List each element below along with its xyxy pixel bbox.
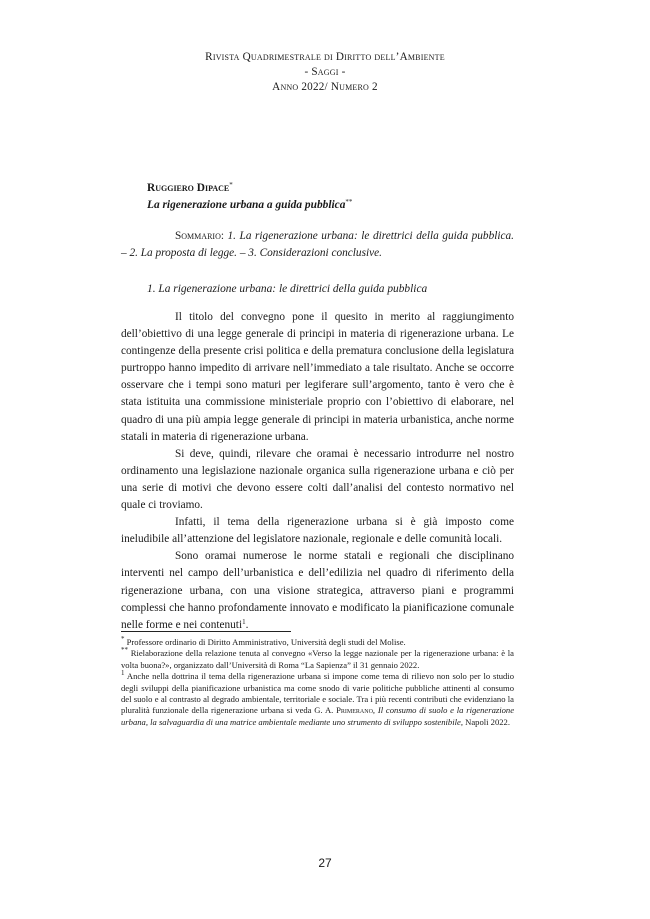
footnote-mark: 1 [121,669,125,678]
footnote-mark: * [121,635,125,643]
title-footnote-mark[interactable]: ** [345,198,353,206]
cited-work: Il consumo di suolo e la rigenerazione urbana, la salvaguardia di una matrice ambientale mediante uno strumento di sviluppo sostenibile [121,705,515,727]
paragraph: Il titolo del convegno pone il quesito in merito al raggiungimento dell’obiettivo di una legge generale di principi in materia di rigenerazione urbana. Le contingenze della presente crisi politica e della prematura conclusione della legislatura purtroppo hanno impedito di arrivare nell’immediato a tale risultato. Anche se occorre osservare che i tempi sono maturi per legiferare sull’argomento, tanto è vero che è stata istituita una commissione ministeriale proprio con l’obiettivo di elaborare, nel quadro di una più ampia legge generale di principi in materia urbanistica, anche norme statali in materia di rigenerazione urbana. [121,311,514,443]
footnote-separator [121,631,291,632]
running-header [0,50,650,95]
cited-author: Primerano [336,705,373,716]
summary [121,228,514,262]
author-line [147,180,352,197]
journal-section: - Saggi - [304,66,346,78]
footnote-text: Anche nella dottrina il tema della rigenerazione urbana si impone come tema di rilievo non solo per lo studio degli sviluppi della pianificazione urbanistica ma come snodo di varie politiche pubbliche attinenti al consumo del suolo e al contrasto al degrado ambientale, territoriale e sociale. Tra i più recenti contributi che evidenziano la pluralità funzionale della rigenerazione urbana si veda G. A. [121,671,514,716]
author-footnote-mark[interactable]: * [229,181,233,189]
footnote: $^1$ Anche nella dottrina il tema della rigenerazione urbana si impone come tema di rilievo non solo per lo studio degli sviluppi della pianificazione urbanistica ma come snodo di varie politiche pubbliche attinenti al consumo del suolo e al contrasto al degrado ambientale, territoriale e sociale. Tra i più recenti contributi che evidenziano la pluralità funzionale della rigenerazione urbana si veda G. A. Primerano, Il consumo di suolo e la rigenerazione urbana, la salvaguardia di una matrice ambientale mediante uno strumento di sviluppo sostenibile, Napoli 2022. [121,669,515,727]
journal-title: Rivista Quadrimestrale di Diritto dell’Ambiente [205,51,445,63]
footnote [121,648,514,671]
paragraph-text: Sono oramai numerose le norme statali e regionali che disciplinano interventi nel campo dell’urbanistica e dell’edilizia nel quadro di riferimento della rigenerazione urbana, con una visione strategica, attraverso piani e programmi complessi che hanno profondamente innovato e modificato la pianificazione comunale nelle forme e nei contenuti [121,550,514,631]
footnote-text: Professore ordinario di Diritto Amministrativo, Università degli studi del Molise. [126,637,406,647]
body-text [121,309,514,634]
section-heading: 1. La rigenerazione urbana: le direttrici della guida pubblica [147,283,428,295]
article-title: La rigenerazione urbana a guida pubblica [147,199,346,211]
footnote-mark: ** [121,646,128,655]
paragraph: Infatti, il tema della rigenerazione urbana si è già imposto come ineludibile all’attenzione del legislatore nazionale, regionale e delle comunità locali. [121,516,514,546]
paragraph: Sono oramai numerose le norme statali e regionali che disciplinano interventi nel campo dell’urbanistica e dell’edilizia nel quadro di riferimento della rigenerazione urbana, con una visione strategica, attraverso piani e programmi complessi che hanno profondamente innovato e modificato la pianificazione comunale nelle forme e nei contenuti$^1$. [121,550,514,631]
title-line [147,197,352,214]
summary-label: Sommario: [175,230,224,242]
summary-text: 1. La rigenerazione urbana: le direttrici della guida pubblica. – 2. La proposta di legge. – 3. Considerazioni conclusive. [121,230,514,259]
footnotes [121,637,514,728]
author-block [147,180,352,214]
footnote-text: Rielaborazione della relazione tenuta al convegno «Verso la legge nazionale per la rigenerazione urbana: è la volta buona?», organizzato dall’Università di Roma “La Sapienza” il 31 gennaio 2022. [121,648,514,670]
journal-issue: Anno 2022/ Numero 2 [272,81,378,93]
footnote-text-end: , Napoli 2022. [460,716,510,727]
footnote [121,637,514,648]
page-number: 27 [318,856,332,870]
author-name: Ruggiero Dipace [147,182,230,194]
paragraph: Si deve, quindi, rilevare che oramai è necessario introdurre nel nostro ordinamento una legislazione nazionale organica sulla rigenerazione urbana e ciò per una serie di motivi che devono essere colti dall’analisi del contesto normativo nel quale ci troviamo. [121,447,514,512]
footnote-ref[interactable]: 1 [242,617,246,626]
